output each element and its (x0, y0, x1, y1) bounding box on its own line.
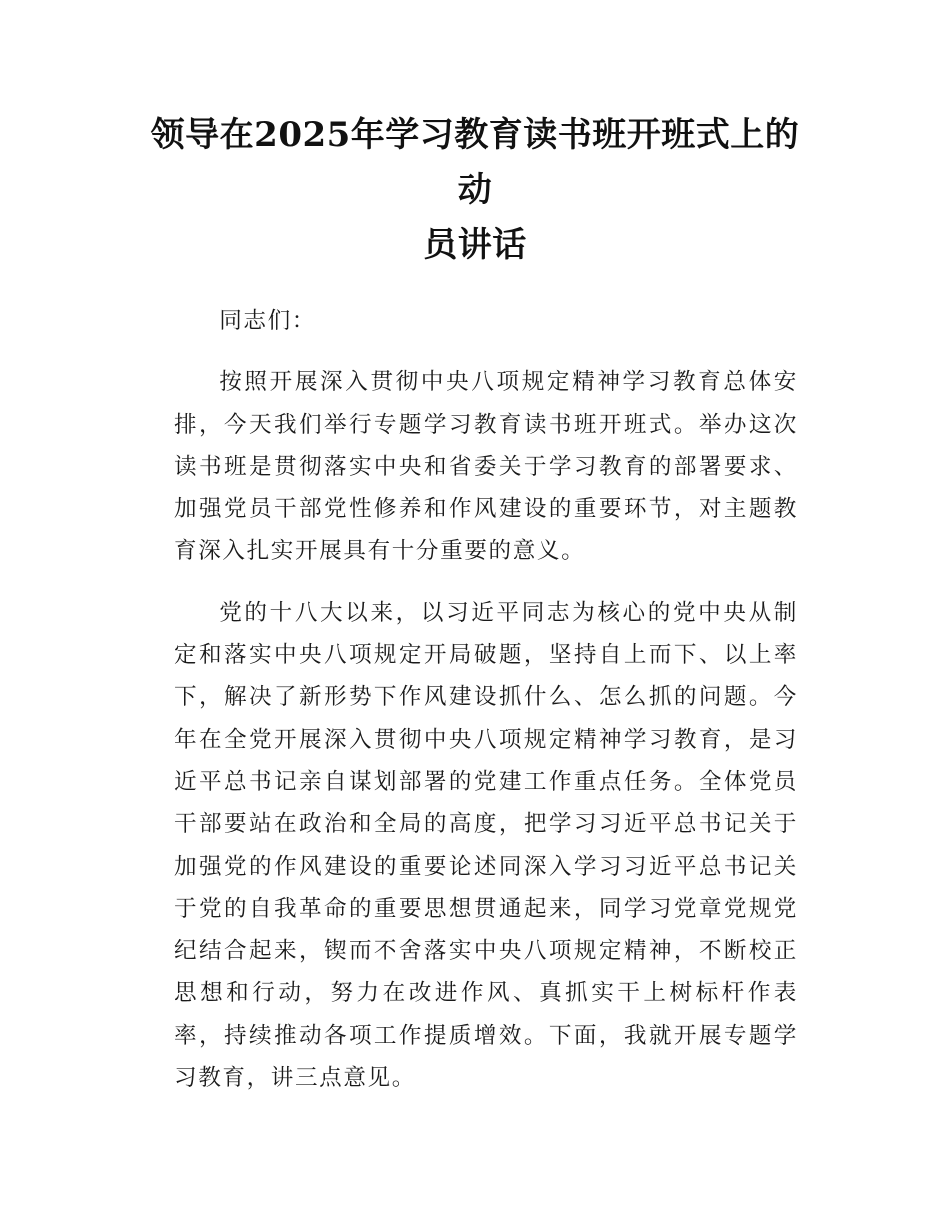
paragraph-2: 党的十八大以来，以习近平同志为核心的党中央从制定和落实中央八项规定开局破题，坚持自上而下、以上率下，解决了新形势下作风建设抓什么、怎么抓的问题。今年在全党开展深入贯彻中央八项规定精神学习教育，是习近平总书记亲自谋划部署的党建工作重点任务。全体党员干部要站在政治和全局的高度，把学习习近平总书记关于加强党的作风建设的重要论述同深入学习习近平总书记关于党的自我革命的重要思想贯通起来，同学习党章党规党纪结合起来，锲而不舍落实中央八项规定精神，不断校正思想和行动，努力在改进作风、真抓实干上树标杆作表率，持续推动各项工作提质增效。下面，我就开展专题学习教育，讲三点意见。 (174, 599, 798, 1092)
document-body (174, 300, 798, 1118)
paragraph-1: 按照开展深入贯彻中央八项规定精神学习教育总体安排，今天我们举行专题学习教育读书班开班式。举办这次读书班是贯彻落实中央和省委关于学习教育的部署要求、加强党员干部党性修养和作风建设的重要环节，对主题教育深入扎实开展具有十分重要的意义。 (174, 369, 798, 565)
title-line-2: 员讲话 (423, 225, 527, 265)
title-line-1: 领导在2025年学习教育读书班开班式上的动 (150, 115, 800, 210)
document-title (140, 108, 810, 273)
greeting: 同志们： (219, 308, 316, 334)
